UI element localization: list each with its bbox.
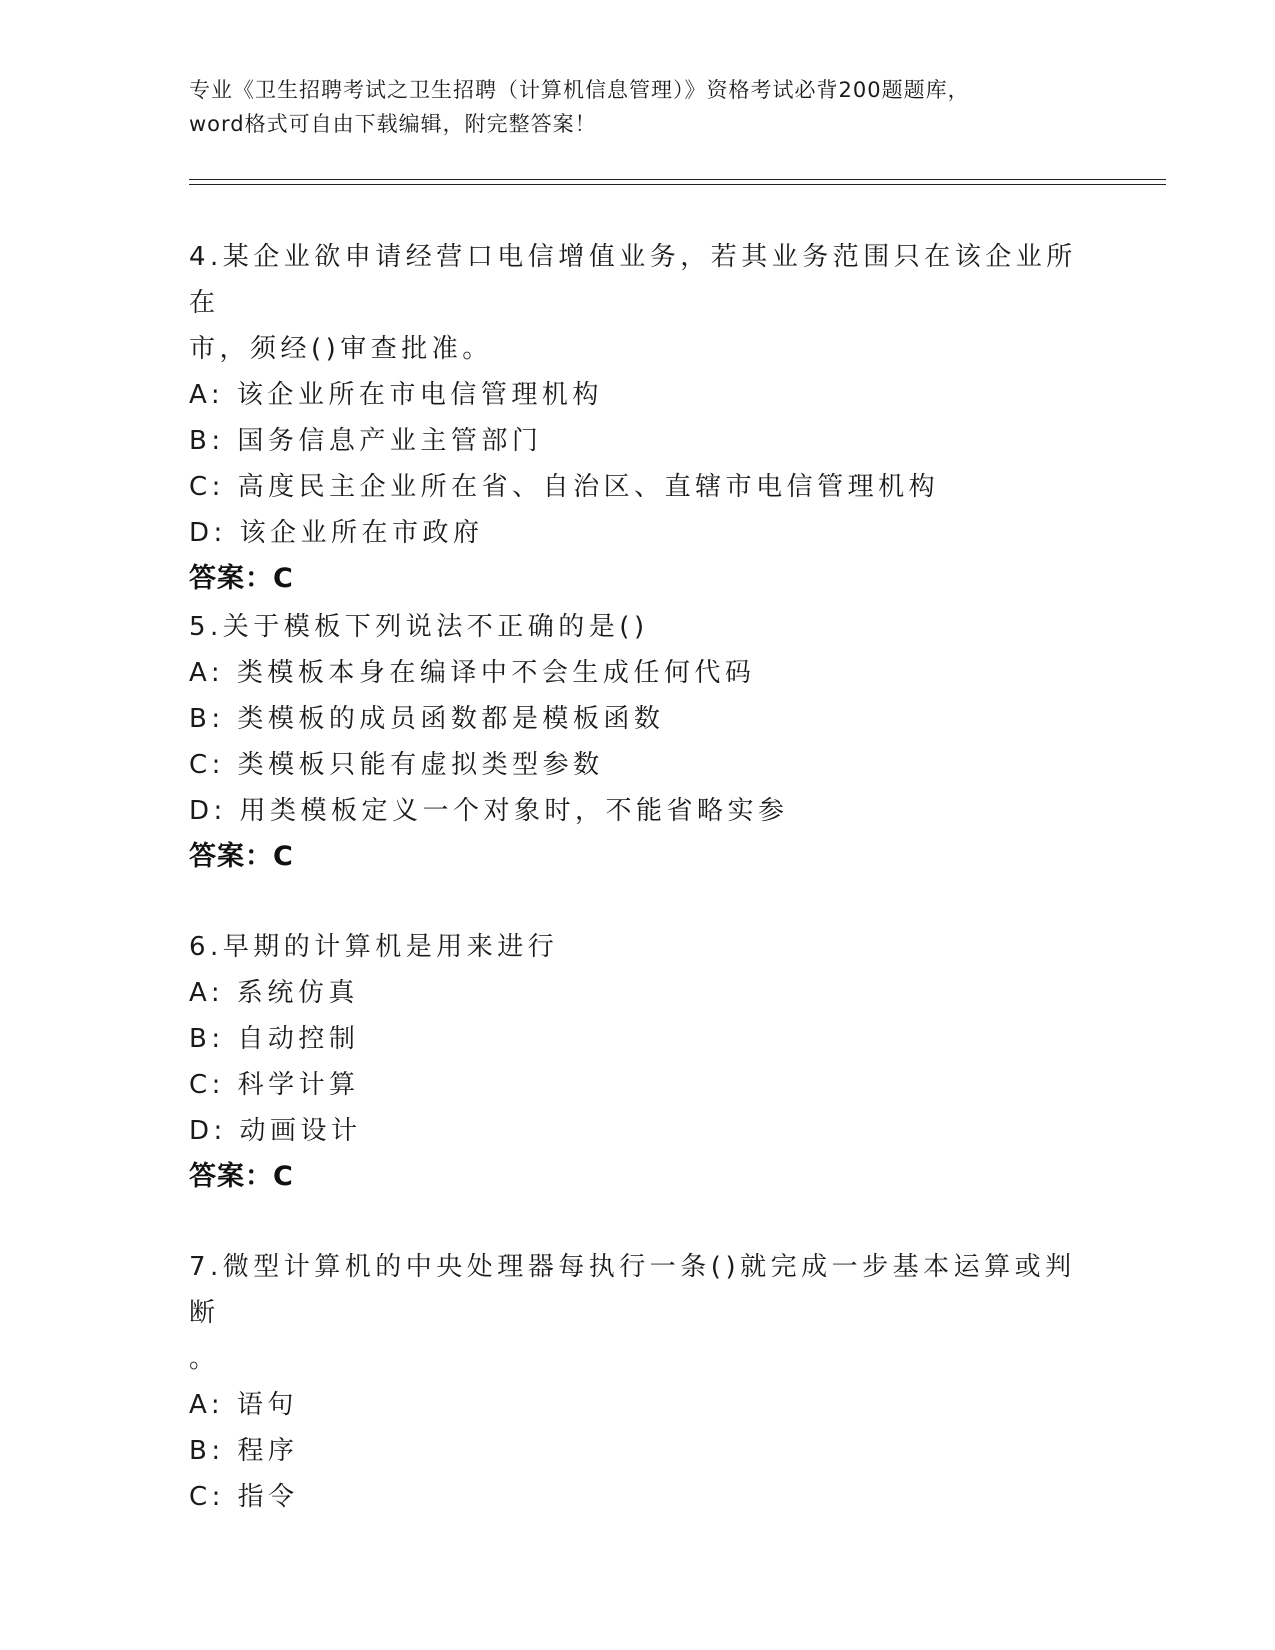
option-c: C: 指令 (189, 1482, 299, 1512)
option-d: D: 用类模板定义一个对象时，不能省略实参 (189, 796, 789, 826)
question-stem-line-2: 市，须经()审查批准。 (189, 334, 493, 364)
option-d: D: 动画设计 (189, 1116, 362, 1146)
option-b: B: 程序 (189, 1436, 299, 1466)
option-list (189, 970, 1089, 1154)
question-stem (189, 234, 1089, 372)
option-b: B: 自动控制 (189, 1024, 360, 1054)
option-d: D: 该企业所在市政府 (189, 518, 484, 548)
question-stem-line-1: 7.微型计算机的中央处理器每执行一条()就完成一步基本运算或判断 (189, 1252, 1076, 1328)
option-c: C: 类模板只能有虚拟类型参数 (189, 750, 604, 780)
question-stem (189, 1244, 1089, 1382)
question-stem-line-1: 4.某企业欲申请经营口电信增值业务，若其业务范围只在该企业所在 (189, 242, 1077, 318)
document-header (189, 73, 1089, 141)
option-list (189, 650, 1089, 834)
option-b: B: 国务信息产业主管部门 (189, 426, 543, 456)
question-stem-line-1: 5.关于模板下列说法不正确的是() (189, 612, 649, 642)
option-a: A: 该企业所在市电信管理机构 (189, 380, 603, 410)
option-c: C: 高度民主企业所在省、自治区、直辖市电信管理机构 (189, 472, 940, 502)
question-stem (189, 604, 1089, 650)
question-6 (189, 924, 1089, 1200)
header-divider-top (189, 179, 1166, 180)
question-5 (189, 604, 1089, 880)
option-a: A: 系统仿真 (189, 978, 359, 1008)
option-a: A: 语句 (189, 1390, 298, 1420)
answer-line: 答案：C (189, 1161, 294, 1192)
option-b: B: 类模板的成员函数都是模板函数 (189, 704, 665, 734)
question-stem-line-2: 。 (189, 1344, 220, 1374)
question-7 (189, 1244, 1089, 1520)
question-stem-line-1: 6.早期的计算机是用来进行 (189, 932, 559, 962)
option-list (189, 1382, 1089, 1520)
answer-line: 答案：C (189, 563, 294, 594)
question-4 (189, 234, 1089, 602)
question-stem (189, 924, 1089, 970)
option-list (189, 372, 1089, 556)
header-line-2: word格式可自由下载编辑，附完整答案！ (189, 112, 597, 136)
option-a: A: 类模板本身在编译中不会生成任何代码 (189, 658, 756, 688)
header-divider-bottom (189, 184, 1166, 185)
answer-line: 答案：C (189, 841, 294, 872)
header-line-1: 专业《卫生招聘考试之卫生招聘（计算机信息管理）》资格考试必背200题题库， (189, 78, 970, 102)
option-c: C: 科学计算 (189, 1070, 360, 1100)
